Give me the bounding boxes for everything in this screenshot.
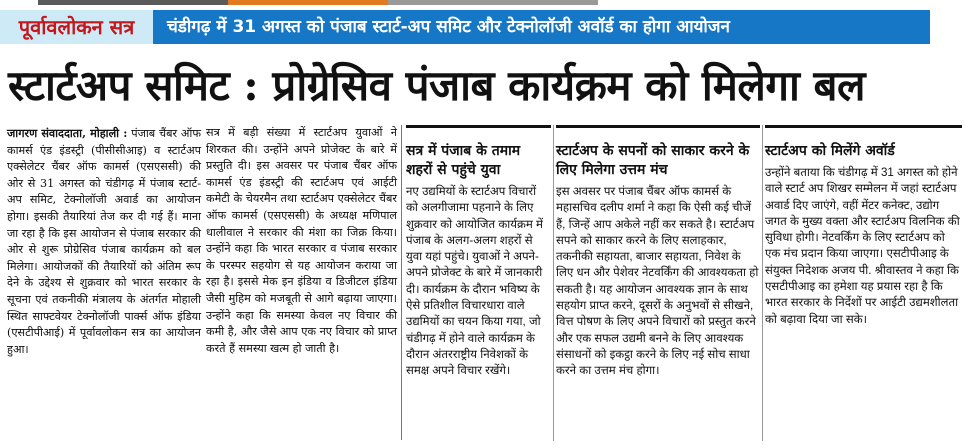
sidebar-box-2-body: इस अवसर पर पंजाब चैंबर ऑफ कामर्स के महासचिव दलीप शर्मा ने कहा कि ऐसी कई चीजें हैं, जिन्हें आप अकेले नहीं कर सकते है। स्टार्टअप सपने को साकार करने के लिए सलाहकार, तकनीकी सहायता, बाजार सहायता, निवेश के लिए धन और पेशेवर नेटवर्किंग की आवश्यकता हो सकती है। यह आयोजन आवश्यक ज्ञान के साथ सहयोग प्राप्त करने, दूसरों के अनुभवों से सीखने, वित्त पोषण के लिए अपने विचारों को प्रस्तुत करने और एक सफल उद्यमी बनने के लिए आवश्यक संसाधनों को इकट्ठा करने के लिए नई सोच साधा करने का उत्तम मंच होगा। [556,185,759,378]
sidebar-box-2 [556,125,760,441]
box-divider-2 [762,125,763,441]
sidebar-box-3-body: उन्होंने बताया कि चंडीगढ़ में 31 अगस्त को होने वाले स्टार्ट अप शिखर सम्मेलन में जहां स्टार्टअप अवार्ड दिए जाएंगे, वहीं मेंटर कनेक्ट, उद्योग जगत के मुख्य वक्ता और स्टार्टअप विलनिक की सुविधा होगी। नेटवर्किंग के लिए स्टार्टअप को एक मंच प्रदान किया जाएगा। एसटीपीआइ के संयुक्त निदेशक अजय पी. श्रीवास्तव ने कहा कि एसटीपीआइ का हमेशा यह प्रयास रहा है कि भारत सरकार के निर्देशों पर आईटी उद्यमशीलता को बढ़ावा दिया जा सके। [765,166,960,326]
box-divider-1 [553,125,554,441]
sidebar-box-1-title: सत्र में पंजाब के तमाम शहरों से पहुंचे युवा [406,143,521,178]
kicker-label: पूर्वावलोकन सत्र [0,10,153,44]
article-column-1 [7,125,201,358]
sidebar-box-1 [406,125,551,441]
column-divider [401,125,402,440]
article-paragraph-1 [7,125,201,358]
sidebar-box-1-body: नए उद्यमियों के स्टार्टअप विचारों को अलगीजामा पहनाने के लिए शुक्रवार को आयोजित कार्यक्रम में पंजाब के अलग-अलग शहरों से युवा यहां पहुंचे। युवाओं ने अपने-अपने प्रोजेक्ट के बारे में जानकारी दी। कार्यक्रम के दौरान भविष्य के ऐसे प्रतिशील विचारधारा वाले उद्यमियों का चयन किया गया, जो चंडीगढ़ में होने वाले कार्यक्रम के दौरान अंतरराष्ट्रीय निवेशकों के समक्ष अपने विचार रखेंगे। [406,185,543,378]
sidebar-box-3-title: स्टार्टअप को मिलेंगे अवॉर्ड [765,143,895,159]
strip-gray-segment [388,0,598,5]
strip-orange-segment [228,0,388,5]
headline: स्टार्टअप समिट : प्रोग्रेसिव पंजाब कार्यक्रम को मिलेगा बल [8,61,865,110]
article-column-2 [206,125,397,357]
sidebar-box-3 [765,125,962,441]
sidebar-box-2-title: स्टार्टअप के सपनों को साकार करने के लिए मिलेगा उत्तम मंच [556,143,750,178]
subtitle-bar: चंडीगढ़ में 31 अगस्त को पंजाब स्टार्ट-अप समिट और टेक्नोलॉजी अवॉर्ड का होगा आयोजन [153,10,930,44]
dateline: जागरण संवाददाता, मोहाली : [7,126,128,140]
strip-dark-segment [38,0,228,5]
article-paragraph-2: सत्र में बड़ी संख्या में स्टार्टअप युवाओं ने शिरकत की। उन्होंने अपने प्रोजेक्ट के बारे में प्रस्तुति दी। इस अवसर पर पंजाब चैंबर ऑफ कामर्स एंड इंडस्ट्री की स्टार्टअप एवं आईटी कमेटी के चेयरमैन तथा स्टार्टअप एक्सेलेटर चैंबर ऑफ कामर्स (एसएससी) के अध्यक्ष मणिपाल धालीवाल ने सरकार की मंशा का जिक्र किया। उन्होंने कहा कि भारत सरकार व पंजाब सरकार के परस्पर सहयोग से यह आयोजन कराया जा रहा है। इससे मेक इन इंडिया व डिजीटल इंडिया जैसी मुहिम को मजबूती से आगे बढ़ाया जाएगा। उन्होंने कहा कि समस्या केवल नए विचार की कमी है, और जैसे आप एक नए विचार को प्राप्त करते हैं समस्या खत्म हो जाती है। [206,126,397,355]
article-text-1: पंजाब चैंबर ऑफ कामर्स एंड इंडस्ट्री (पीसीसीआइ) व स्टार्टअप एक्सेलेटर चैंबर ऑफ कामर्स (एसएससी) की ओर से 31 अगस्त को चंडीगढ़ में पंजाब स्टार्ट-अप समिट, टेक्नोलॉजी अवार्ड का आयोजन होगा। इसकी तैयारियां तेज कर दी गई हैं। माना जा रहा है कि इस आयोजन से पंजाब सरकार की ओर से शुरू प्रोग्रेसिव पंजाब कार्यक्रम को बल मिलेगा। आयोजकों की तैयारियों को अंतिम रूप देने के उद्देश्य से शुक्रवार को भारत सरकार के सूचना एवं तकनीकी मंत्रालय के अंतर्गत मोहाली स्थित साफ्टवेयर टेक्नोलॉजी पार्क्स ऑफ इंडिया (एसटीपीआई) में पूर्वावलोकन सत्र का आयोजन हुआ। [7,127,201,356]
top-color-strip [0,0,965,5]
